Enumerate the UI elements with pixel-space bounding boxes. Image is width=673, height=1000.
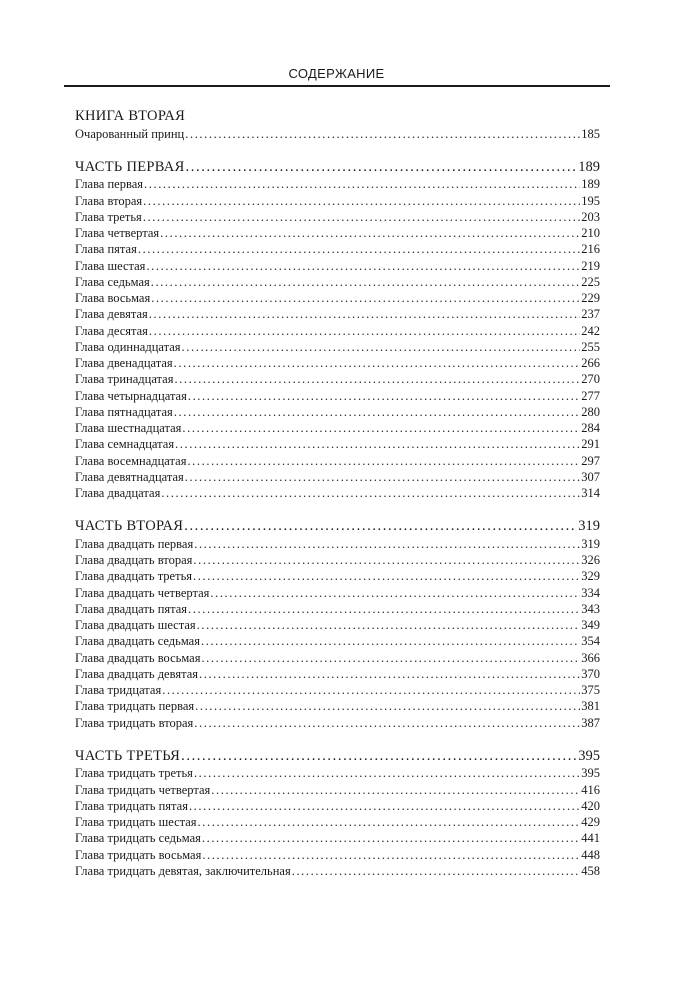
entry-title: Глава шестая: [75, 258, 146, 273]
dot-leader: [182, 339, 581, 355]
part-section: [75, 748, 600, 879]
toc-entry[interactable]: [75, 782, 600, 798]
toc-entry[interactable]: [75, 485, 600, 501]
entry-page: 219: [581, 258, 600, 273]
toc-entry[interactable]: [75, 633, 600, 649]
entry-page: 270: [581, 372, 600, 387]
entry-page: 277: [581, 388, 600, 403]
entry-page: 381: [581, 699, 600, 714]
entry-title: Глава двадцать четвертая: [75, 585, 210, 600]
entry-title: Глава семнадцатая: [75, 437, 175, 452]
entry-title: Глава двадцать третья: [75, 569, 193, 584]
entry-page: 354: [581, 634, 600, 649]
entry-title: Глава седьмая: [75, 274, 150, 289]
entry-page: 266: [581, 356, 600, 370]
dot-leader: [292, 863, 581, 879]
dot-leader: [185, 469, 580, 485]
dot-leader: [195, 698, 580, 714]
entry-page: 297: [581, 453, 600, 468]
toc-entry[interactable]: [75, 436, 600, 452]
part-section: [75, 518, 600, 731]
entry-title: Глава тридцать первая: [75, 699, 195, 714]
entry-title: Глава восьмая: [75, 291, 151, 305]
entry-page: 185: [581, 126, 600, 141]
dot-leader: [199, 666, 580, 682]
toc-entry[interactable]: [75, 469, 600, 485]
entry-title: Глава двадцать вторая: [75, 553, 193, 567]
header-rule: [64, 85, 610, 87]
page-header-title: СОДЕРЖАНИЕ: [288, 66, 385, 81]
entry-page: 349: [581, 618, 600, 632]
entry-title: Глава пятая: [75, 242, 137, 257]
entry-title: Глава двенадцатая: [75, 356, 173, 370]
toc-entry[interactable]: [75, 209, 600, 225]
entry-page: 334: [581, 585, 600, 600]
part-heading[interactable]: [75, 748, 600, 766]
entry-title: Глава тридцатая: [75, 683, 162, 697]
toc-entry[interactable]: [75, 323, 600, 339]
entry-title: ЧАСТЬ ВТОРАЯ: [75, 518, 184, 535]
entry-title: Глава девятая: [75, 307, 148, 322]
entry-title: Глава тринадцатая: [75, 372, 174, 387]
book-title: КНИГА ВТОРАЯ: [75, 108, 186, 124]
entry-title: Глава тридцать пятая: [75, 798, 188, 813]
entry-page: 395: [581, 766, 600, 781]
entry-title: Глава тридцать девятая, заключительная: [75, 863, 291, 878]
toc-entry[interactable]: [75, 339, 600, 355]
entry-title: Глава пятнадцатая: [75, 404, 173, 419]
book-section: [75, 108, 600, 142]
entry-page: 366: [581, 650, 600, 665]
entry-page: 216: [581, 242, 600, 257]
toc-entry[interactable]: [75, 863, 600, 879]
toc-entry[interactable]: [75, 176, 600, 192]
toc-entry[interactable]: [75, 355, 600, 371]
entry-title: Глава шестнадцатая: [75, 421, 182, 435]
entry-title: Глава восемнадцатая: [75, 453, 187, 468]
entry-page: 387: [581, 715, 600, 730]
entry-page: 225: [581, 274, 600, 289]
toc-entry[interactable]: [75, 682, 600, 698]
dot-leader: [181, 748, 577, 766]
toc-entry[interactable]: [75, 830, 600, 846]
toc-entry[interactable]: [75, 765, 600, 781]
entry-page: 189: [581, 177, 600, 192]
entry-page: 203: [581, 209, 600, 224]
toc-entry[interactable]: [75, 617, 600, 633]
dot-leader: [188, 388, 580, 404]
entry-title: Глава двадцать девятая: [75, 666, 198, 681]
entry-title: Глава тридцать шестая: [75, 815, 197, 829]
entry-title: Глава четвертая: [75, 226, 160, 240]
part-heading[interactable]: [75, 159, 600, 177]
toc-entry[interactable]: [75, 225, 600, 241]
entry-page: 229: [581, 291, 600, 305]
toc-entry[interactable]: [75, 290, 600, 306]
entry-title: Глава четырнадцатая: [75, 388, 187, 403]
entry-title: Глава тридцать четвертая: [75, 782, 211, 797]
toc-entry[interactable]: [75, 585, 600, 601]
dot-leader: [175, 436, 580, 452]
toc-entry[interactable]: [75, 568, 600, 584]
dot-leader: [201, 650, 580, 666]
toc-entry[interactable]: [75, 193, 600, 209]
toc-entry[interactable]: [75, 306, 600, 322]
dot-leader: [198, 814, 581, 830]
entry-title: Глава вторая: [75, 193, 143, 208]
toc-entry[interactable]: [75, 126, 600, 142]
toc-entry[interactable]: [75, 388, 600, 404]
entry-page: 420: [581, 798, 600, 813]
toc-entry[interactable]: [75, 698, 600, 714]
entry-page: 280: [581, 404, 600, 419]
toc-entry[interactable]: [75, 847, 600, 863]
dot-leader: [201, 633, 580, 649]
dot-leader: [151, 274, 581, 290]
toc-entry[interactable]: [75, 404, 600, 420]
entry-page: 284: [581, 421, 600, 435]
entry-page: 242: [581, 323, 600, 338]
entry-page: 441: [581, 831, 600, 846]
entry-page: 329: [581, 569, 600, 584]
toc-entry[interactable]: [75, 715, 600, 731]
dot-leader: [184, 518, 577, 536]
entry-page: 314: [581, 486, 600, 500]
entry-page: 319: [581, 536, 600, 551]
entry-title: Глава тридцать седьмая: [75, 831, 201, 846]
entry-page: 370: [581, 666, 600, 681]
dot-leader: [160, 225, 580, 241]
entry-title: Глава двадцать седьмая: [75, 634, 200, 649]
entry-title: ЧАСТЬ ТРЕТЬЯ: [75, 747, 181, 764]
dot-leader: [174, 355, 581, 371]
toc-entry[interactable]: [75, 420, 600, 436]
entry-page: 448: [581, 847, 600, 862]
toc-entry[interactable]: [75, 241, 600, 257]
toc-entry[interactable]: [75, 798, 600, 814]
entry-title: Глава первая: [75, 177, 144, 192]
dot-leader: [194, 765, 580, 781]
entry-page: 458: [581, 863, 600, 878]
toc-entry[interactable]: [75, 453, 600, 469]
entry-page: 326: [581, 553, 600, 567]
entry-title: Глава двадцать пятая: [75, 601, 188, 616]
entry-title: Глава десятая: [75, 323, 148, 338]
entry-title: Глава тридцать вторая: [75, 715, 194, 730]
dot-leader: [146, 258, 580, 274]
entry-title: Глава двадцать восьмая: [75, 650, 201, 665]
dot-leader: [194, 715, 580, 731]
entry-page: 210: [581, 226, 600, 240]
entry-title: Глава двадцатая: [75, 486, 161, 500]
entry-title: Глава тридцать восьмая: [75, 847, 202, 862]
part-heading[interactable]: [75, 518, 600, 536]
entry-page: 291: [581, 437, 600, 452]
dot-leader: [174, 404, 580, 420]
dot-leader: [194, 536, 580, 552]
entry-page: 255: [581, 339, 600, 354]
table-of-contents: [75, 108, 600, 896]
dot-leader: [187, 453, 580, 469]
dot-leader: [149, 323, 580, 339]
dot-leader: [193, 552, 580, 568]
entry-title: ЧАСТЬ ПЕРВАЯ: [75, 158, 185, 175]
entry-page: 189: [578, 158, 600, 175]
entry-title: Глава третья: [75, 209, 142, 224]
dot-leader: [151, 290, 580, 306]
dot-leader: [138, 241, 580, 257]
dot-leader: [185, 126, 580, 142]
entry-title: Очарованный принц: [75, 126, 185, 141]
entry-page: 195: [581, 193, 600, 208]
entry-page: 395: [578, 747, 600, 764]
dot-leader: [189, 798, 580, 814]
dot-leader: [174, 371, 580, 387]
dot-leader: [143, 209, 580, 225]
toc-entry[interactable]: [75, 666, 600, 682]
toc-entry[interactable]: [75, 274, 600, 290]
dot-leader: [143, 193, 580, 209]
entry-page: 319: [578, 518, 600, 535]
entry-page: 343: [581, 601, 600, 616]
entry-page: 429: [581, 815, 600, 829]
dot-leader: [161, 485, 580, 501]
dot-leader: [211, 782, 580, 798]
entry-page: 307: [581, 469, 600, 484]
dot-leader: [144, 176, 580, 192]
entry-page: 416: [581, 782, 600, 797]
dot-leader: [162, 682, 580, 698]
toc-entry[interactable]: [75, 258, 600, 274]
toc-entry[interactable]: [75, 536, 600, 552]
dot-leader: [197, 617, 581, 633]
parts-list: [75, 159, 600, 879]
part-section: [75, 159, 600, 502]
dot-leader: [186, 159, 578, 177]
dot-leader: [149, 306, 580, 322]
entry-title: Глава одиннадцатая: [75, 339, 181, 354]
toc-entry[interactable]: [75, 601, 600, 617]
dot-leader: [202, 830, 580, 846]
entry-page: 375: [581, 683, 600, 697]
dot-leader: [210, 585, 580, 601]
toc-entry[interactable]: [75, 650, 600, 666]
entry-title: Глава тридцать третья: [75, 766, 193, 781]
toc-entry[interactable]: [75, 371, 600, 387]
dot-leader: [202, 847, 580, 863]
dot-leader: [188, 601, 580, 617]
entry-page: 237: [581, 307, 600, 322]
entry-title: Глава двадцать первая: [75, 536, 194, 551]
toc-entry[interactable]: [75, 552, 600, 568]
entry-title: Глава девятнадцатая: [75, 469, 184, 484]
dot-leader: [193, 568, 580, 584]
dot-leader: [182, 420, 580, 436]
toc-entry[interactable]: [75, 814, 600, 830]
entry-title: Глава двадцать шестая: [75, 618, 196, 632]
